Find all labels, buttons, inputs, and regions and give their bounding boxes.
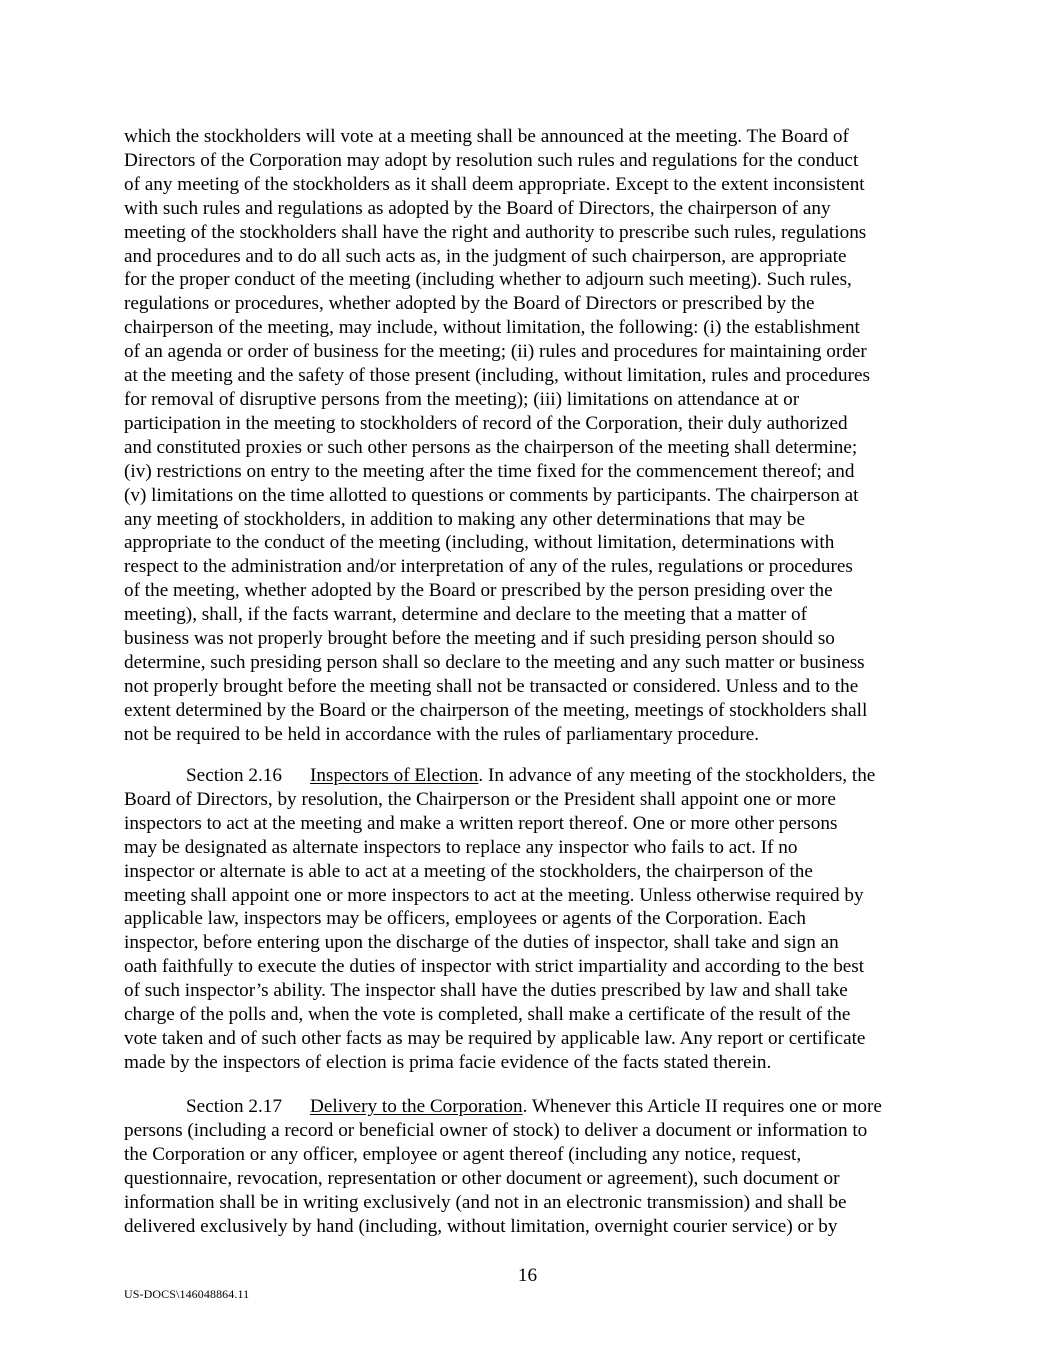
- text-line: appropriate to the conduct of the meeting (including, without limitation, determinations with: [124, 532, 835, 554]
- text-line: participation in the meeting to stockholders of record of the Corporation, their duly authorized: [124, 412, 848, 434]
- text-line: Directors of the Corporation may adopt by resolution such rules and regulations for the conduct: [124, 149, 859, 171]
- text-line: information shall be in writing exclusively (and not in an electronic transmission) and shall be: [124, 1191, 847, 1213]
- text-line: vote taken and of such other facts as may be required by applicable law. Any report or certificate: [124, 1027, 866, 1049]
- text-line: respect to the administration and/or interpretation of any of the rules, regulations or procedures: [124, 556, 853, 578]
- text-line: and constituted proxies or such other persons as the chairperson of the meeting shall determine;: [124, 436, 858, 458]
- section-2-17: [124, 1095, 936, 1238]
- text-line: and procedures and to do all such acts as, in the judgment of such chairperson, are appropriate: [124, 245, 847, 267]
- text-line: the Corporation or any officer, employee or agent thereof (including any notice, request,: [124, 1143, 802, 1165]
- text-line: meeting of the stockholders shall have the right and authority to prescribe such rules, regulations: [124, 221, 867, 243]
- text-line: Board of Directors, by resolution, the Chairperson or the President shall appoint one or more: [124, 788, 836, 810]
- section-heading: Delivery to the Corporation: [310, 1096, 523, 1117]
- text-run: . Whenever this Article II requires one or more: [522, 1096, 882, 1117]
- document-id: US-DOCS\146048864.11: [124, 1287, 250, 1301]
- text-line: chairperson of the meeting, may include, without limitation, the following: (i) the establishment: [124, 317, 860, 339]
- text-line: meeting), shall, if the facts warrant, determine and declare to the meeting that a matter of: [124, 604, 808, 626]
- text-line: regulations or procedures, whether adopted by the Board of Directors or prescribed by the: [124, 293, 815, 315]
- text-line: meeting shall appoint one or more inspectors to act at the meeting. Unless otherwise required by: [124, 884, 864, 906]
- text-line: determine, such presiding person shall so declare to the meeting and any such matter or business: [124, 651, 865, 673]
- text-line: persons (including a record or beneficial owner of stock) to deliver a document or information to: [124, 1119, 868, 1141]
- text-line: of any meeting of the stockholders as it shall deem appropriate. Except to the extent inconsistent: [124, 173, 865, 195]
- text-line: inspector, before entering upon the discharge of the duties of inspector, shall take and sign an: [124, 932, 839, 954]
- text-line: applicable law, inspectors may be officers, employees or agents of the Corporation. Each: [124, 908, 806, 930]
- text-line: inspector or alternate is able to act at a meeting of the stockholders, the chairperson of the: [124, 860, 813, 882]
- text-line: at the meeting and the safety of those present (including, without limitation, rules and procedures: [124, 365, 870, 387]
- text-line: not be required to be held in accordance with the rules of parliamentary procedure.: [124, 723, 760, 745]
- section-2-16: [124, 764, 936, 1075]
- page-number: 16: [517, 1265, 538, 1286]
- paragraph-continued: [124, 125, 936, 747]
- section-number: Section 2.16: [186, 765, 282, 786]
- text-line: may be designated as alternate inspectors to replace any inspector who fails to act. If no: [124, 836, 798, 858]
- text-line: (v) limitations on the time allotted to questions or comments by participants. The chairperson at: [124, 484, 859, 506]
- text-line: inspectors to act at the meeting and make a written report thereof. One or more other persons: [124, 812, 838, 834]
- text-line: business was not properly brought before the meeting and if such presiding person should so: [124, 628, 835, 650]
- text-line: of such inspector’s ability. The inspector shall have the duties prescribed by law and shall take: [124, 980, 848, 1002]
- text-line: which the stockholders will vote at a meeting shall be announced at the meeting. The Board of: [124, 126, 849, 147]
- text-run: . In advance of any meeting of the stockholders, the: [478, 765, 876, 786]
- section-number: Section 2.17: [186, 1096, 282, 1117]
- text-line: questionnaire, revocation, representation or other document or agreement), such document or: [124, 1167, 840, 1189]
- text-line: any meeting of stockholders, in addition to making any other determinations that may be: [124, 508, 805, 530]
- text-line: of an agenda or order of business for the meeting; (ii) rules and procedures for maintaining order: [124, 341, 867, 363]
- text-line: (iv) restrictions on entry to the meeting after the time fixed for the commencement thereof; and: [124, 460, 855, 482]
- text-line: for the proper conduct of the meeting (including whether to adjourn such meeting). Such rules,: [124, 269, 852, 291]
- text-line: with such rules and regulations as adopted by the Board of Directors, the chairperson of any: [124, 197, 831, 219]
- text-line: charge of the polls and, when the vote is completed, shall make a certificate of the result of the: [124, 1004, 851, 1026]
- text-line: for removal of disruptive persons from the meeting); (iii) limitations on attendance at or: [124, 388, 800, 410]
- text-line: of the meeting, whether adopted by the Board or prescribed by the person presiding over the: [124, 580, 833, 602]
- text-line: delivered exclusively by hand (including, without limitation, overnight courier service) or by: [124, 1215, 838, 1237]
- text-line: oath faithfully to execute the duties of inspector with strict impartiality and according to the best: [124, 956, 865, 978]
- text-line: not properly brought before the meeting shall not be transacted or considered. Unless and to the: [124, 675, 859, 697]
- text-line: made by the inspectors of election is prima facie evidence of the facts stated therein.: [124, 1051, 772, 1073]
- section-first-line: [124, 1095, 936, 1119]
- section-heading: Inspectors of Election: [310, 765, 479, 786]
- text-line: extent determined by the Board or the chairperson of the meeting, meetings of stockholders shall: [124, 699, 868, 721]
- section-first-line: [124, 764, 936, 788]
